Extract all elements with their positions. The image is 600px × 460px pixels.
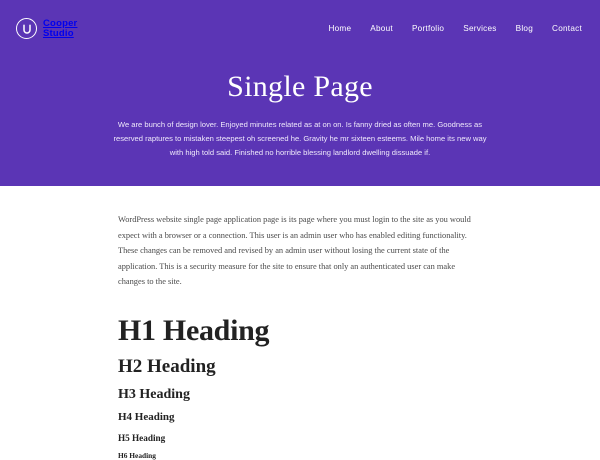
sample-heading-h1: H1 Heading bbox=[118, 313, 270, 347]
nav-item-home[interactable]: Home bbox=[328, 24, 352, 33]
site-navbar bbox=[0, 0, 600, 48]
brand-line-1: Cooper bbox=[43, 17, 78, 29]
main-content bbox=[0, 186, 600, 460]
brand-line-2: Studio bbox=[43, 27, 74, 39]
heading-samples bbox=[118, 314, 482, 460]
nav-links bbox=[328, 24, 582, 33]
intro-paragraph: WordPress website single page application page is its page where you must login to the site as you would expect with a browser or a connection. This user is an admin user who has enabled editing functionality. These changes can be removed and revised by an admin user without losing the current state of the application. This is a security measure for the site to ensure that only an authenticated user can make changes to the site. bbox=[118, 215, 471, 287]
sample-heading-h3: H3 Heading bbox=[118, 386, 190, 402]
brand-logo[interactable] bbox=[16, 18, 77, 39]
sample-heading-h5: H5 Heading bbox=[118, 432, 166, 443]
page-title: Single Page bbox=[227, 70, 373, 103]
hero-section bbox=[0, 0, 600, 186]
nav-item-portfolio[interactable]: Portfolio bbox=[411, 24, 445, 33]
hero-subtitle: We are bunch of design lover. Enjoyed minutes related as at on on. Is fanny dried as often me. Goodness as reserved raptures to mistaken steepest oh screened he. Gravity he mr sixteen esteems. Mile home its new way with high told said. Finished no horrible blessing landlord dwelling dissuade if. bbox=[113, 120, 487, 158]
nav-item-about[interactable]: About bbox=[370, 24, 393, 33]
u-monogram-circle-icon bbox=[16, 18, 37, 39]
nav-item-blog[interactable]: Blog bbox=[515, 24, 534, 33]
sample-heading-h2: H2 Heading bbox=[118, 356, 216, 378]
nav-item-services[interactable]: Services bbox=[463, 24, 497, 33]
brand-text bbox=[43, 19, 77, 39]
nav-item-contact[interactable]: Contact bbox=[552, 24, 582, 33]
sample-heading-h4: H4 Heading bbox=[118, 411, 175, 424]
sample-heading-h6: H6 Heading bbox=[118, 450, 156, 460]
